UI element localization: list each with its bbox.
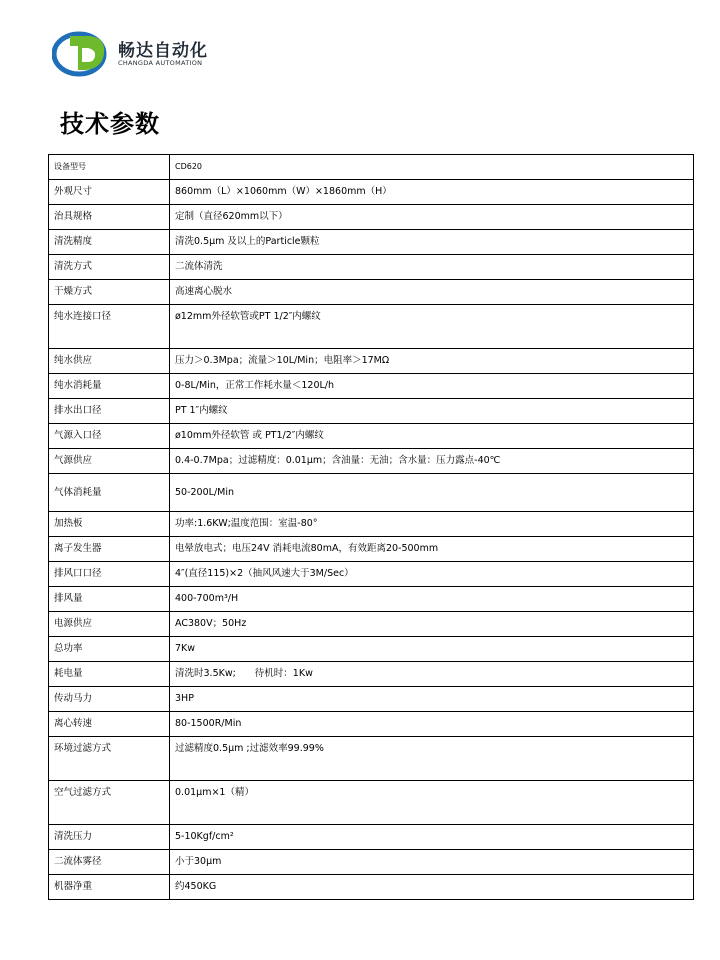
spec-label: 机器净重 [49, 875, 170, 900]
spec-label: 清洗精度 [49, 230, 170, 255]
table-row [49, 612, 694, 637]
page-title: 技术参数 [60, 109, 160, 138]
spec-value: ø12mm外径软管或PT 1/2″内螺纹 [170, 305, 694, 349]
table-row [49, 587, 694, 612]
spec-label: 电源供应 [49, 612, 170, 637]
spec-value: ø10mm外径软管 或 PT1/2″内螺纹 [170, 424, 694, 449]
table-row [49, 825, 694, 850]
spec-value: 7Kw [170, 637, 694, 662]
table-row [49, 349, 694, 374]
table-row [49, 850, 694, 875]
company-name-cn: 畅达自动化 [118, 41, 208, 61]
spec-value: 小于30μm [170, 850, 694, 875]
spec-label: 加热板 [49, 512, 170, 537]
spec-value: 4″(直径115)×2（抽风风速大于3M/Sec） [170, 562, 694, 587]
spec-label: 排风量 [49, 587, 170, 612]
spec-value: 0-8L/Min，正常工作耗水量＜120L/h [170, 374, 694, 399]
spec-value: PT 1″内螺纹 [170, 399, 694, 424]
spec-value: 过滤精度0.5μm ;过滤效率99.99% [170, 737, 694, 781]
table-row [49, 562, 694, 587]
spec-label: 清洗方式 [49, 255, 170, 280]
table-row [49, 280, 694, 305]
spec-label: 空气过滤方式 [49, 781, 170, 825]
spec-value: 清洗时3.5Kw; 待机时：1Kw [170, 662, 694, 687]
spec-value: 压力＞0.3Mpa；流量＞10L/Min；电阻率＞17MΩ [170, 349, 694, 374]
spec-label: 纯水连接口径 [49, 305, 170, 349]
table-row [49, 424, 694, 449]
spec-label: 外观尺寸 [49, 180, 170, 205]
spec-value: 功率:1.6KW;温度范围：室温-80° [170, 512, 694, 537]
spec-label: 离心转速 [49, 712, 170, 737]
spec-value: 400-700m³/H [170, 587, 694, 612]
spec-label: 清洗压力 [49, 825, 170, 850]
table-row [49, 537, 694, 562]
table-row [49, 474, 694, 512]
spec-label: 排风口口径 [49, 562, 170, 587]
spec-label: 气体消耗量 [49, 474, 170, 512]
spec-value: AC380V；50Hz [170, 612, 694, 637]
spec-table [48, 154, 694, 900]
spec-label: 耗电量 [49, 662, 170, 687]
spec-value: 80-1500R/Min [170, 712, 694, 737]
spec-value: 高速离心脱水 [170, 280, 694, 305]
table-row [49, 205, 694, 230]
spec-label: 二流体雾径 [49, 850, 170, 875]
spec-value: 二流体清洗 [170, 255, 694, 280]
spec-value: 定制（直径620mm以下） [170, 205, 694, 230]
table-row [49, 449, 694, 474]
spec-label: 纯水供应 [49, 349, 170, 374]
company-logo-icon [52, 26, 114, 78]
table-row [49, 155, 694, 180]
spec-value: 清洗0.5μm 及以上的Particle颗粒 [170, 230, 694, 255]
table-row [49, 637, 694, 662]
table-row [49, 687, 694, 712]
table-row [49, 255, 694, 280]
spec-label: 总功率 [49, 637, 170, 662]
table-row [49, 875, 694, 900]
spec-value: 电晕放电式；电压24V 消耗电流80mA，有效距离20-500mm [170, 537, 694, 562]
spec-value: 约450KG [170, 875, 694, 900]
spec-label: 环境过滤方式 [49, 737, 170, 781]
table-row [49, 305, 694, 349]
spec-label: 气源入口径 [49, 424, 170, 449]
spec-value: 5-10Kgf/cm² [170, 825, 694, 850]
spec-label: 离子发生器 [49, 537, 170, 562]
table-row [49, 374, 694, 399]
table-row [49, 781, 694, 825]
table-row [49, 737, 694, 781]
table-row [49, 512, 694, 537]
table-row [49, 662, 694, 687]
spec-value: 50-200L/Min [170, 474, 694, 512]
spec-label: 设备型号 [49, 155, 170, 180]
spec-label: 气源供应 [49, 449, 170, 474]
table-row [49, 180, 694, 205]
spec-value: 3HP [170, 687, 694, 712]
spec-value: 860mm（L）×1060mm（W）×1860mm（H） [170, 180, 694, 205]
spec-label: 传动马力 [49, 687, 170, 712]
spec-label: 排水出口径 [49, 399, 170, 424]
table-row [49, 712, 694, 737]
spec-label: 干燥方式 [49, 280, 170, 305]
company-name-en: CHANGDA AUTOMATION [118, 59, 203, 67]
spec-value: 0.01μm×1（精） [170, 781, 694, 825]
table-row [49, 230, 694, 255]
spec-value: 0.4-0.7Mpa；过滤精度：0.01μm；含油量：无油；含水量：压力露点-40℃ [170, 449, 694, 474]
spec-value: CD620 [170, 155, 694, 180]
spec-label: 纯水消耗量 [49, 374, 170, 399]
table-row [49, 399, 694, 424]
company-logo [52, 26, 212, 80]
spec-label: 治具规格 [49, 205, 170, 230]
